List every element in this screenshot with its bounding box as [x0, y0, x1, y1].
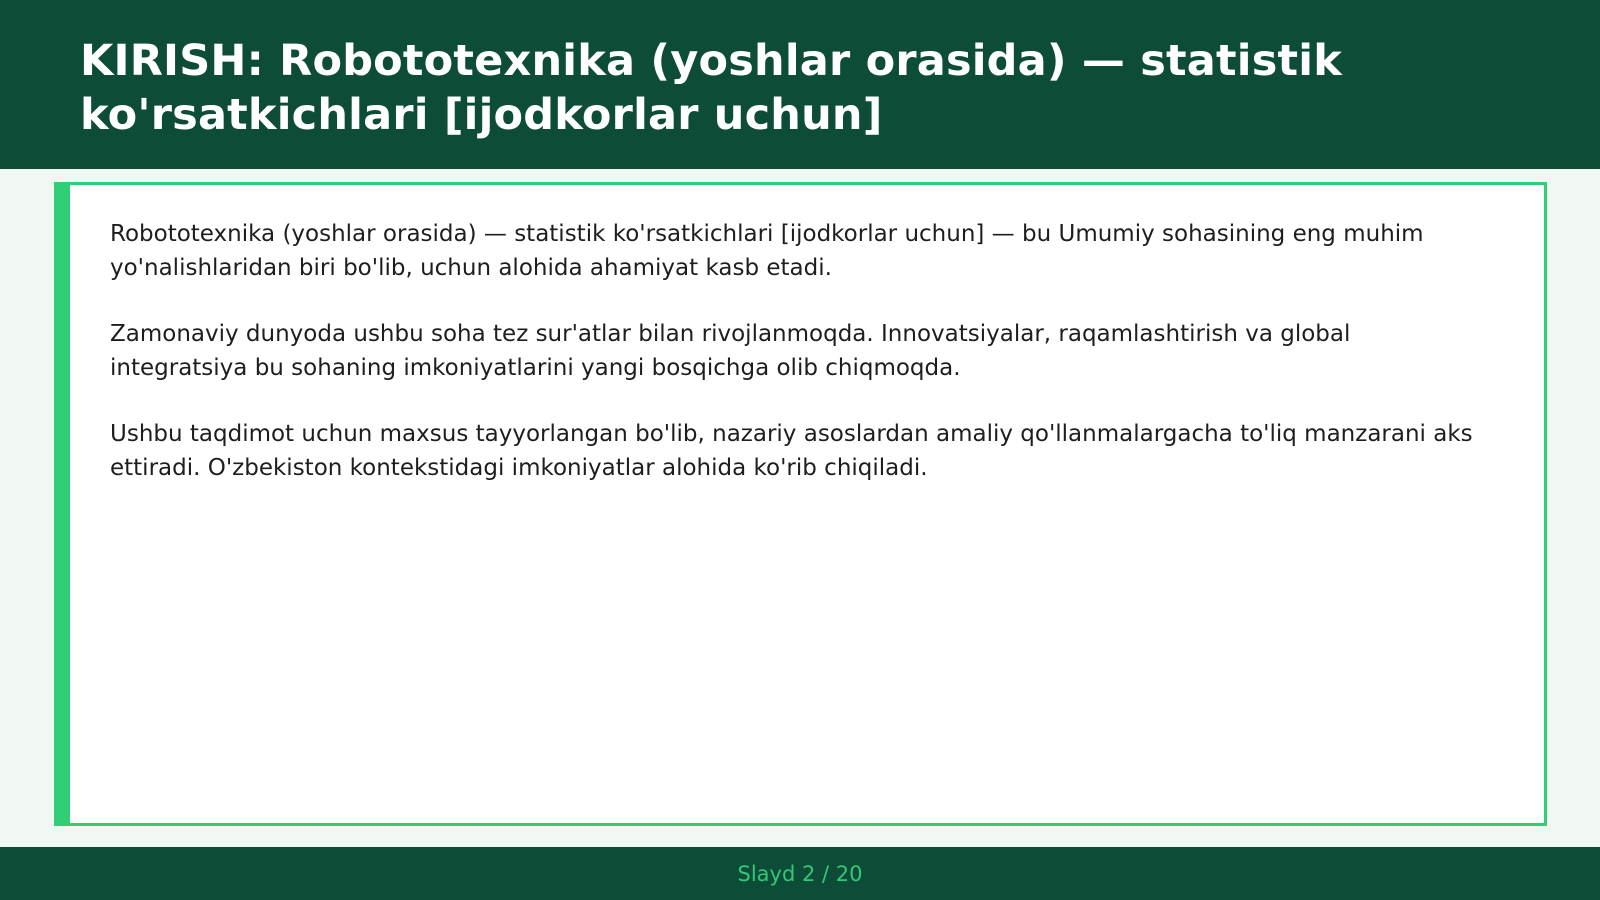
slide-title: KIRISH: Robototexnika (yoshlar orasida) — statistik ko'rsatkichlari [ijodkorlar uchun] — [80, 36, 1343, 140]
slide-header — [0, 0, 1600, 169]
presentation-summary-paragraph: Ushbu taqdimot uchun maxsus tayyorlangan bo'lib, nazariy asoslardan amaliy qo'llanmalargacha to'liq manzarani aks ettiradi. O'zbekiston kontekstidagi imkoniyatlar alohida ko'rib chiqiladi. — [110, 421, 1473, 481]
slide-counter: Slayd 2 / 20 — [737, 861, 863, 886]
content-card — [54, 182, 1547, 826]
slide-footer — [0, 847, 1600, 900]
development-paragraph: Zamonaviy dunyoda ushbu soha tez sur'atlar bilan rivojlanmoqda. Innovatsiyalar, raqamlashtirish va global integratsiya bu sohaning imkoniyatlarini yangi bosqichga olib chiqmoqda. — [110, 321, 1351, 381]
intro-paragraph: Robototexnika (yoshlar orasida) — statistik ko'rsatkichlari [ijodkorlar uchun] — bu Umumiy sohasining eng muhim yo'nalishlaridan biri bo'lib, uchun alohida ahamiyat kasb etadi. — [110, 221, 1424, 281]
